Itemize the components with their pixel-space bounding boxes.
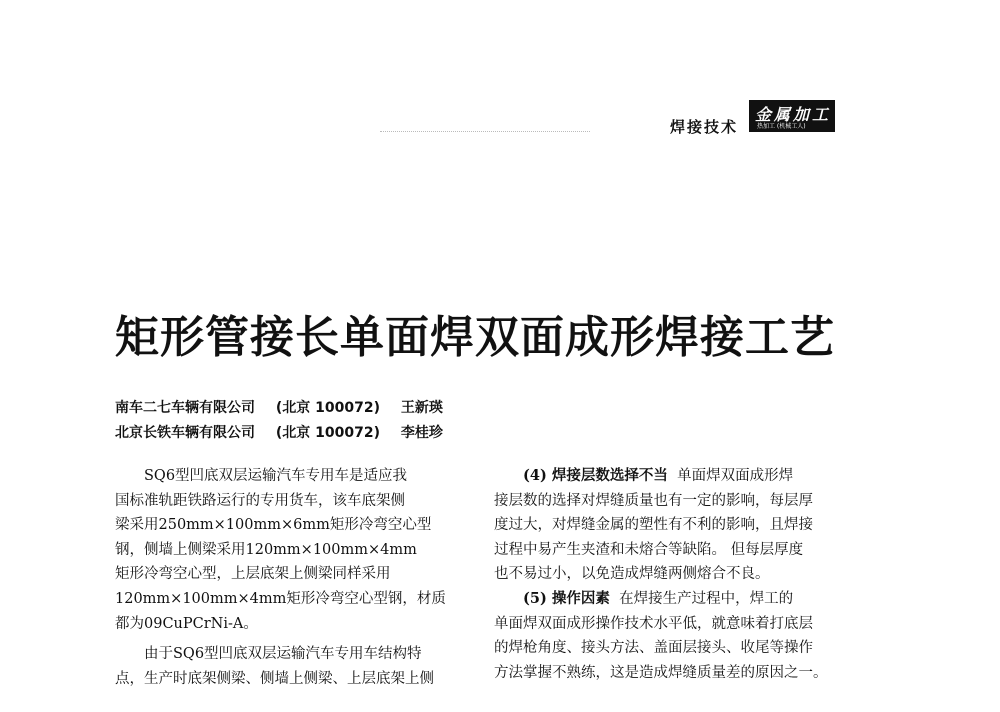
text-line: 国标准轨距铁路运行的专用货车，该车底架侧 [115, 492, 405, 509]
logo-text: 金属加工 [755, 105, 832, 124]
text-line: 120mm×100mm×4mm矩形冷弯空心型钢，材质 [115, 590, 446, 607]
text-line [494, 587, 839, 612]
author-location: (北京 100072) [275, 425, 380, 441]
text-line: 接层数的选择对焊缝质量也有一定的影响，每层厚 [494, 492, 813, 509]
text-fragment: 单面焊双面成形焊 [677, 468, 794, 484]
author-name: 王新瑛 [400, 400, 443, 416]
body-column-left [115, 464, 460, 691]
author-location: (北京 100072) [275, 400, 380, 416]
text-line: 由于SQ6型凹底双层运输汽车专用车结构特 [144, 646, 422, 663]
text-line: 都为09CuPCrNi-A。 [115, 615, 258, 632]
body-column-right [494, 464, 839, 685]
author-name: 李桂珍 [400, 425, 443, 441]
text-line: 的焊枪角度、接头方法、盖面层接头、收尾等操作 [494, 640, 813, 657]
author-line [115, 421, 459, 446]
text-line: SQ6型凹底双层运输汽车专用车是适应我 [144, 468, 408, 484]
text-line: 过程中易产生夹渣和未熔合等缺陷。 但每层厚度 [494, 541, 804, 558]
item-heading: (4) 焊接层数选择不当 [523, 467, 668, 484]
paragraph-structure [115, 642, 460, 691]
text-line: 点，生产时底架侧梁、侧墙上侧梁、上层底架上侧 [115, 670, 434, 687]
article-title: 矩形管接长单面焊双面成形焊接工艺 [115, 312, 835, 363]
text-line: 钢，侧墙上侧梁采用120mm×100mm×4mm [115, 541, 417, 558]
text-line [494, 464, 839, 489]
text-fragment: 在焊接生产过程中，焊工的 [619, 590, 794, 607]
author-org: 南车二七车辆有限公司 [115, 400, 255, 416]
author-org: 北京长铁车辆有限公司 [115, 425, 255, 441]
text-line: 梁采用250mm×100mm×6mm矩形冷弯空心型 [115, 517, 432, 534]
text-line: 单面焊双面成形操作技术水平低，就意味着打底层 [494, 615, 813, 632]
paragraph-intro [115, 464, 460, 636]
text-line: 也不易过小，以免造成焊缝两侧熔合不良。 [494, 566, 770, 583]
paragraph-item-4 [494, 464, 839, 587]
paragraph-item-5 [494, 587, 839, 685]
text-line: 矩形冷弯空心型，上层底架上侧梁同样采用 [115, 566, 391, 583]
text-line: 度过大，对焊缝金属的塑性有不利的影响，且焊接 [494, 517, 813, 534]
header-rule [380, 131, 590, 135]
item-heading: (5) 操作因素 [523, 589, 610, 607]
author-line [115, 396, 459, 421]
logo-subtext: 热加工 (机械工人) [757, 123, 806, 130]
author-block [115, 396, 459, 446]
section-label: 焊接技术 [669, 118, 738, 136]
journal-logo [749, 100, 835, 132]
text-line: 方法掌握不熟练，这是造成焊缝质量差的原因之一。 [494, 664, 828, 681]
